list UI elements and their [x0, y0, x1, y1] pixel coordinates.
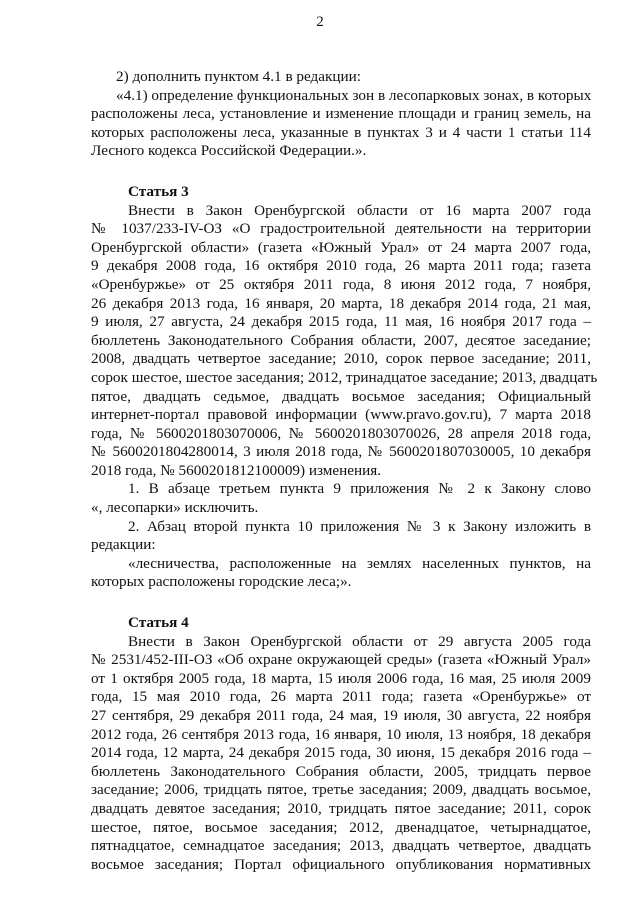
- paragraph-line: 9 июля, 27 августа, 24 декабря 2015 года, 11 мая, 16 ноября 2017 года –: [91, 313, 591, 331]
- paragraph-line: шестое, пятое, восьмое заседания; 2012, двенадцатое, четырнадцатое,: [91, 818, 591, 836]
- quote-line: которых расположены городские леса;».: [91, 573, 352, 591]
- item-line: редакции:: [91, 536, 156, 554]
- intro-line: Лесного кодекса Российской Федерации.».: [91, 142, 367, 160]
- paragraph-line: двадцать девятое заседания; 2010, тридцать пятое заседание; 2011, сорок: [91, 799, 591, 817]
- intro-line: расположены леса, установление и изменение площади и границ земель, на: [91, 105, 591, 123]
- paragraph-line: 2018 года, № 5600201812100009) изменения.: [91, 461, 382, 479]
- paragraph-line: заседание; 2006, тридцать пятое, третье заседания; 2009, двадцать восьмое,: [91, 781, 591, 799]
- page-number: 2: [316, 14, 324, 30]
- paragraph-line: интернет-портал правовой информации (www.pravo.gov.ru), 7 марта 2018: [91, 406, 591, 424]
- amendment-intro: [91, 68, 591, 161]
- intro-line: 2) дополнить пунктом 4.1 в редакции:: [116, 68, 361, 85]
- paragraph-line: Внести в Закон Оренбургской области от 29 августа 2005 года: [128, 632, 591, 650]
- paragraph-line: «Оренбуржье» от 25 октября 2011 года, 8 июня 2012 года, 7 ноября,: [91, 275, 591, 293]
- article-4: [91, 614, 591, 874]
- paragraph-line: № 2531/452-III-ОЗ «Об охране окружающей среды» (газета «Южный Урал»: [91, 651, 591, 669]
- paragraph-line: 2008, двадцать четвертое заседание; 2010, сорок первое заседание; 2011,: [91, 350, 591, 368]
- article-heading: Статья 4: [128, 614, 189, 632]
- paragraph-line: бюллетень Законодательного Собрания области, 2007, десятое заседание;: [91, 331, 591, 349]
- item-line: 2. Абзац второй пункта 10 приложения № 3 к Закону изложить в: [128, 517, 591, 535]
- paragraph-line: 26 декабря 2013 года, 16 января, 20 марта, 18 декабря 2014 года, 21 мая,: [91, 294, 591, 312]
- paragraph-line: года, № 5600201803070006, № 5600201803070026, 28 апреля 2018 года,: [91, 424, 591, 442]
- paragraph-line: от 1 октября 2005 года, 18 марта, 15 июля 2006 года, 16 мая, 25 июля 2009: [91, 669, 591, 687]
- paragraph-line: № 1037/233-IV-ОЗ «О градостроительной деятельности на территории: [91, 220, 591, 238]
- paragraph-line: 9 декабря 2008 года, 16 октября 2010 года, 26 марта 2011 года; газета: [91, 257, 591, 275]
- document-body: [91, 68, 598, 874]
- article-heading: Статья 3: [128, 182, 189, 200]
- paragraph-line: 2014 года, 12 марта, 24 декабря 2015 года, 30 июня, 15 декабря 2016 года –: [91, 744, 591, 762]
- paragraph-line: сорок шестое, шестое заседания; 2012, тринадцатое заседание; 2013, двадцать: [91, 368, 598, 386]
- paragraph-line: пятнадцатое, семнадцатое заседания; 2013, двадцать четвертое, двадцать: [91, 837, 591, 855]
- paragraph-line: пятое, двадцать седьмое, двадцать восьмое заседания; Официальный: [91, 387, 591, 405]
- paragraph-line: 2012 года, 26 сентября 2013 года, 16 января, 10 июля, 13 ноября, 18 декабря: [91, 725, 591, 743]
- item-line: 1. В абзаце третьем пункта 9 приложения № 2 к Закону слово: [128, 480, 591, 498]
- paragraph-line: Внести в Закон Оренбургской области от 16 марта 2007 года: [128, 201, 591, 219]
- paragraph-line: восьмое заседания; Портал официального опубликования нормативных: [91, 855, 591, 873]
- paragraph-line: года, 15 мая 2010 года, 26 марта 2011 года; газета «Оренбуржье» от: [91, 688, 591, 706]
- intro-line: «4.1) определение функциональных зон в лесопарковых зонах, в которых: [116, 86, 592, 104]
- quote-line: «лесничества, расположенные на землях населенных пунктов, на: [128, 554, 591, 572]
- item-line: «, лесопарки» исключить.: [91, 499, 259, 517]
- paragraph-line: № 5600201804280014, 3 июля 2018 года, № 5600201807030005, 10 декабря: [91, 443, 591, 461]
- intro-line: которых расположены леса, указанные в пунктах 3 и 4 части 1 статьи 114: [91, 123, 591, 141]
- article-3: [91, 182, 598, 592]
- paragraph-line: Оренбургской области» (газета «Южный Урал» от 24 марта 2007 года,: [91, 238, 591, 256]
- paragraph-line: бюллетень Законодательного Собрания области, 2005, тридцать первое: [91, 762, 591, 780]
- paragraph-line: 27 сентября, 29 декабря 2011 года, 24 мая, 19 июля, 30 августа, 22 ноября: [91, 707, 591, 724]
